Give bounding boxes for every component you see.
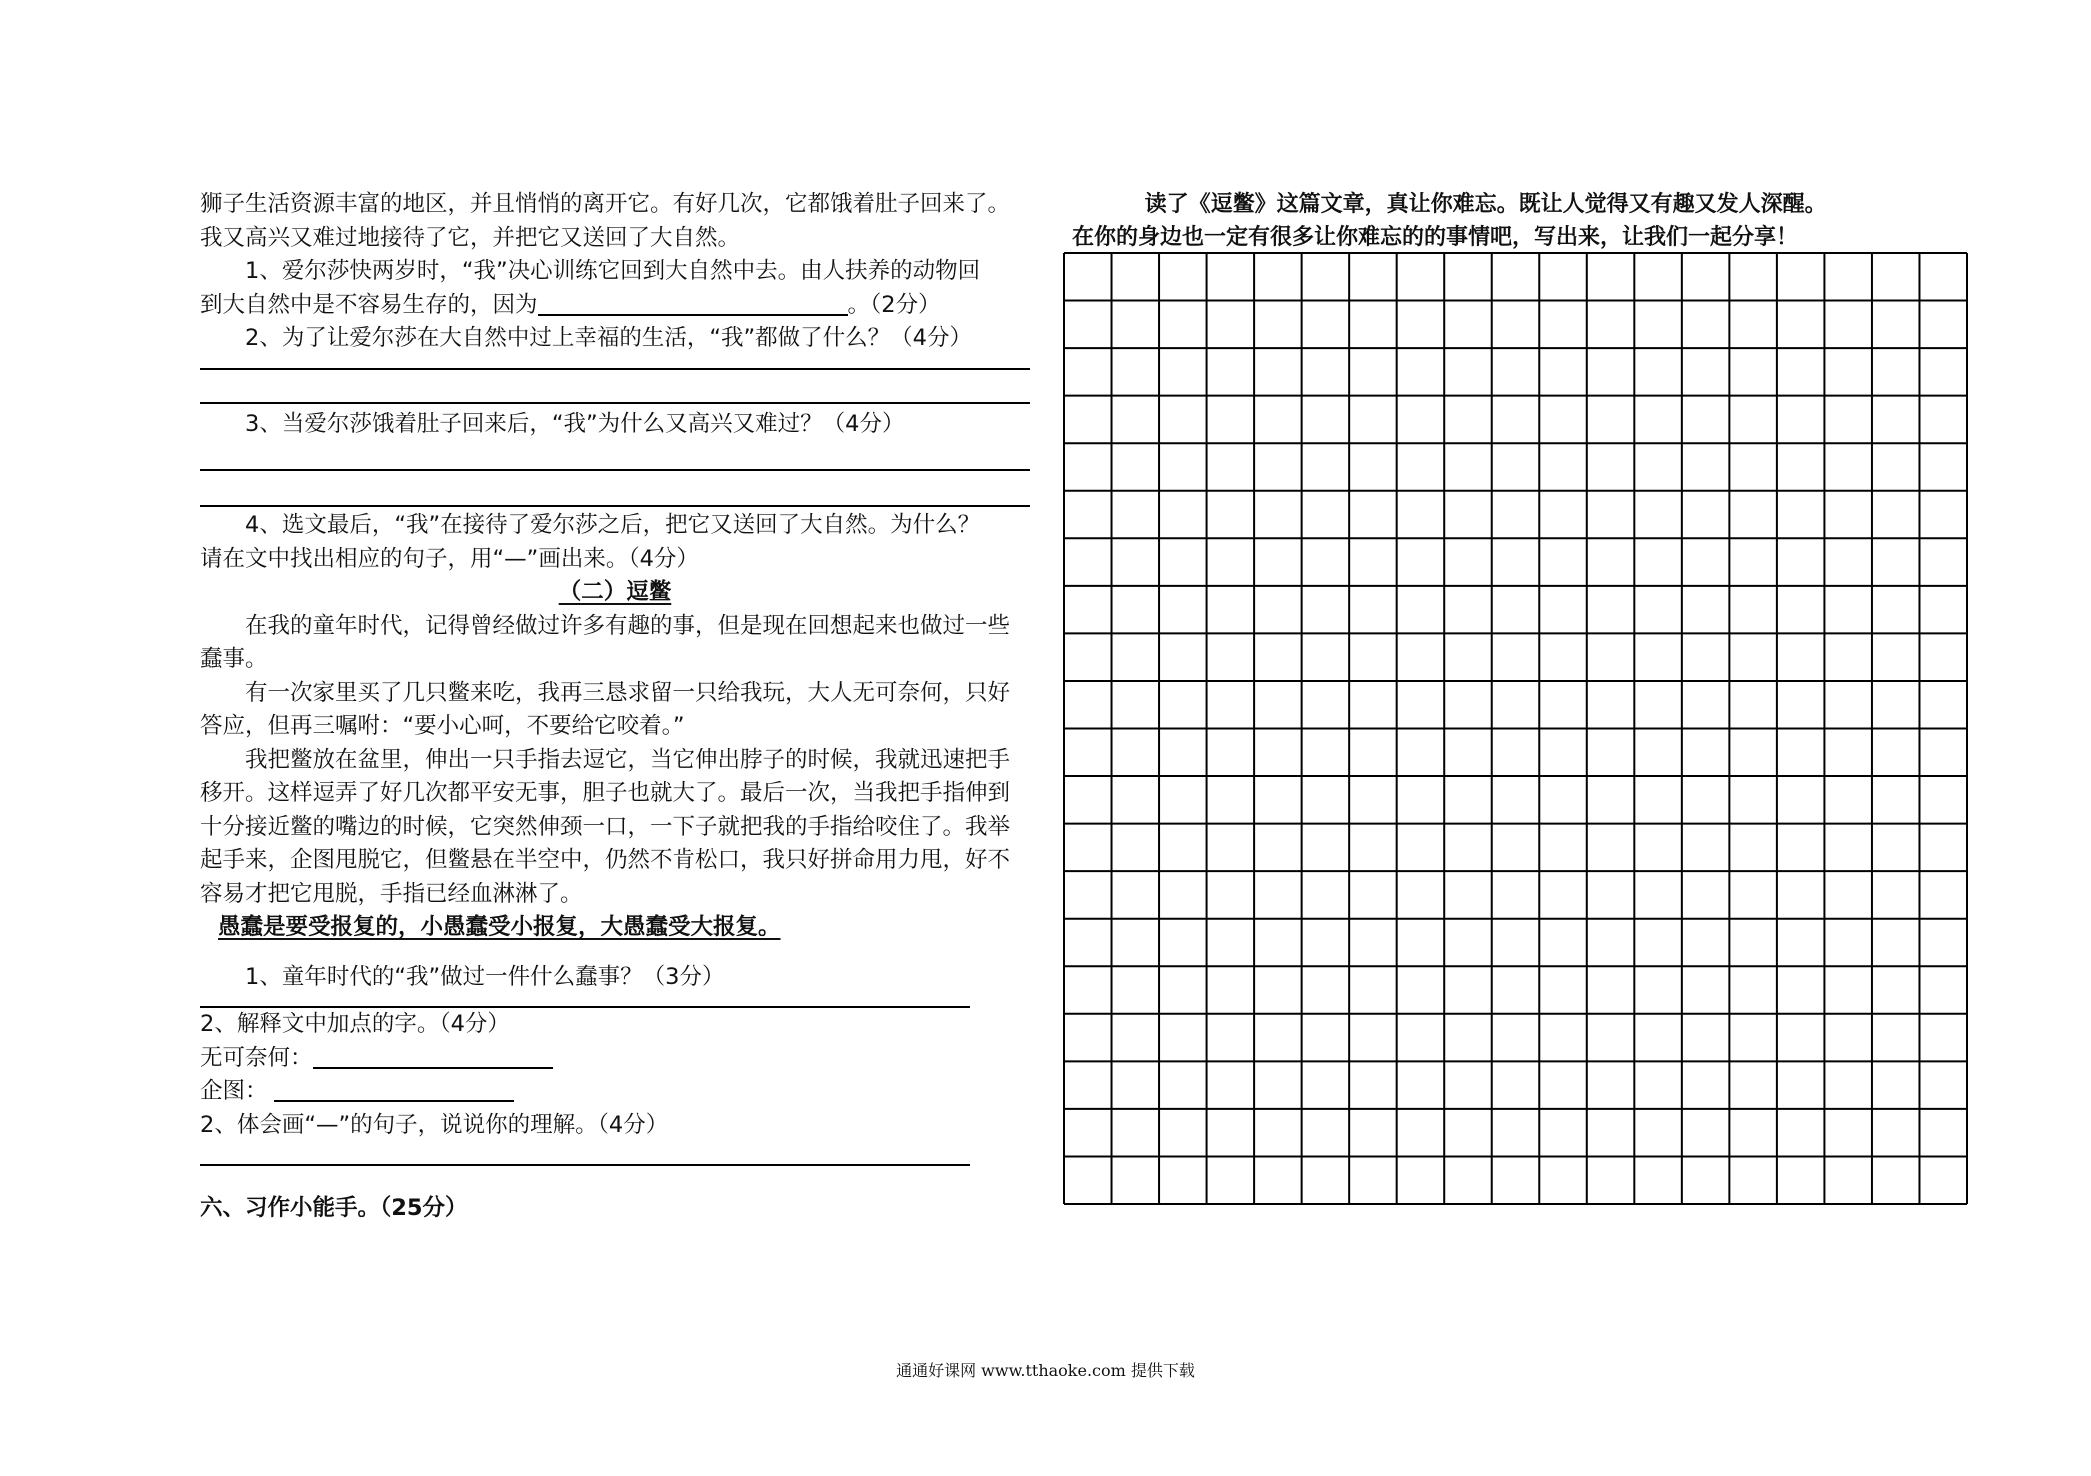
answer-line[interactable] bbox=[200, 1164, 970, 1166]
writing-prompt-line-1: 读了《逗鳖》这篇文章，真让你难忘。既让人觉得又有趣又发人深醒。 bbox=[1144, 192, 1827, 217]
passage2-question-2: 2、解释文中加点的字。（4分） bbox=[200, 1011, 510, 1037]
word-2-line bbox=[200, 1075, 1030, 1109]
passage2-paragraph-1: 在我的童年时代，记得曾经做过许多有趣的事，但是现在回想起来也做过一些蠢事。 bbox=[200, 612, 1011, 672]
answer-line[interactable] bbox=[200, 469, 1030, 471]
reading-column bbox=[200, 188, 1030, 1226]
word-2-blank[interactable] bbox=[274, 1078, 514, 1103]
answer-line[interactable] bbox=[200, 402, 1030, 404]
passage2-paragraph-3: 我把鳖放在盆里，伸出一只手指去逗它，当它伸出脖子的时候，我就迅速把手移开。这样逗弄了好几次都平安无事，胆子也就大了。最后一次，当我把手指伸到十分接近鳖的嘴边的时候，它突然伸颈一口，一下子就把我的手指给咬住了。我举起手来，企图甩脱它，但鳖悬在半空中，仍然不肯松口，我只好拼命用力甩，好不容易才把它甩脱，手指已经血淋淋了。 bbox=[200, 746, 1011, 907]
passage2-question-3: 2、体会画“—”的句子，说说你的理解。（4分） bbox=[200, 1111, 669, 1138]
word-1-blank[interactable] bbox=[313, 1044, 553, 1069]
passage2-paragraph-2: 有一次家里买了几只鳖来吃，我再三恳求留一只给我玩，大人无可奈何，只好答应，但再三嘱咐：“要小心呵，不要给它咬着。” bbox=[200, 679, 1011, 739]
passage1-paragraph-2: 我又高兴又难过地接待了它，并把它又送回了大自然。 bbox=[200, 224, 741, 251]
section-6-heading: 六、习作小能手。（25分） bbox=[200, 1195, 468, 1221]
question-2: 2、为了让爱尔莎在大自然中过上幸福的生活，“我”都做了什么？（4分） bbox=[245, 325, 972, 351]
passage2-moral: 愚蠢是要受报复的，小愚蠢受小报复，大愚蠢受大报复。 bbox=[218, 914, 781, 940]
word-1: 无可奈何： bbox=[200, 1044, 313, 1071]
passage2-title: （二）逗鳖 bbox=[558, 579, 672, 605]
writing-prompt-line-2: 在你的身边也一定有很多让你难忘的的事情吧，写出来，让我们一起分享！ bbox=[1072, 225, 1799, 250]
question-1-points: 。（2分） bbox=[847, 291, 941, 318]
question-4-line-b: 请在文中找出相应的句子，用“—”画出来。（4分） bbox=[200, 545, 699, 572]
answer-blank-1[interactable] bbox=[538, 291, 848, 316]
answer-line[interactable] bbox=[200, 368, 1030, 370]
composition-grid[interactable] bbox=[1063, 252, 1968, 1205]
passage2-question-1: 1、童年时代的“我”做过一件什么蠢事？（3分） bbox=[245, 963, 725, 990]
answer-line[interactable] bbox=[200, 505, 1030, 507]
question-3: 3、当爱尔莎饿着肚子回来后，“我”为什么又高兴又难过？（4分） bbox=[245, 410, 905, 437]
question-4-line-a: 4、选文最后，“我”在接待了爱尔莎之后，把它又送回了大自然。为什么？ bbox=[245, 512, 981, 538]
footer-credit: 通通好课网 www.tthaoke.com 提供下载 bbox=[896, 1361, 1195, 1380]
question-1-line-a: 1、爱尔莎快两岁时，“我”决心训练它回到大自然中去。由人扶养的动物回 bbox=[245, 258, 981, 284]
passage1-paragraph-1: 狮子生活资源丰富的地区，并且悄悄的离开它。有好几次，它都饿着肚子回来了。 bbox=[200, 191, 1011, 217]
word-2: 企图： bbox=[200, 1078, 268, 1104]
question-1-line-b bbox=[200, 289, 1030, 323]
writing-prompt bbox=[1072, 188, 1972, 254]
question-1-prompt: 到大自然中是不容易生存的，因为 bbox=[200, 291, 538, 318]
word-1-line bbox=[200, 1042, 1030, 1076]
